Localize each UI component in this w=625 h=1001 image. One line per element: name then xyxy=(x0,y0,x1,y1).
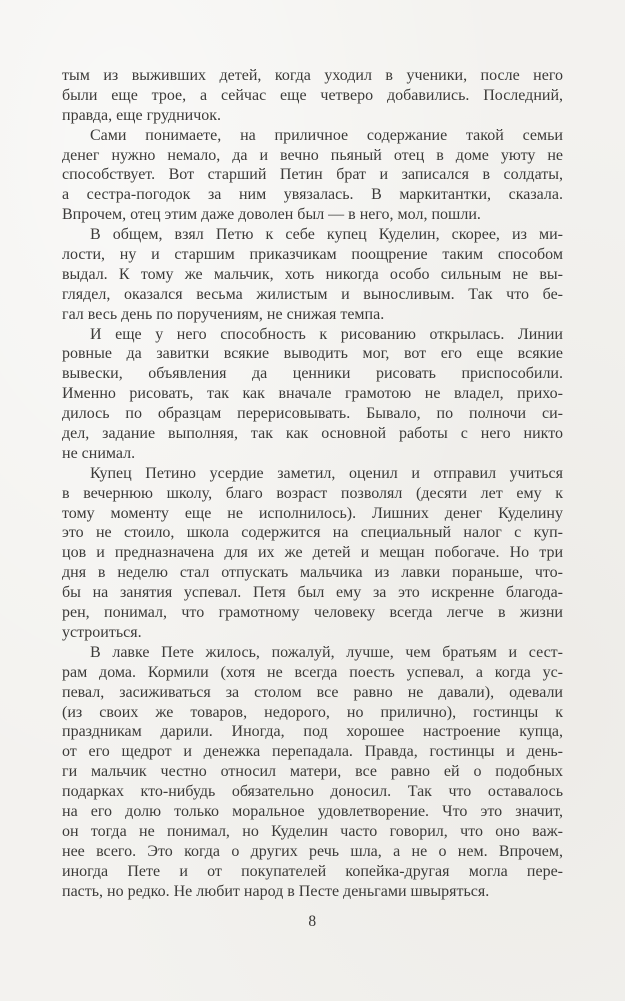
text-line: на его долю только моральное удовлетворение. Что это значит, xyxy=(62,802,563,820)
text-line: праздникам дарили. Иногда, под хорошее настроение купца, xyxy=(62,723,563,741)
text-line: нее всего. Это когда о других речь шла, а не о нем. Впрочем, xyxy=(62,842,563,860)
text-line: правда, еще грудничок. xyxy=(62,106,222,124)
text-line: Купец Петино усердие заметил, оценил и отправил учиться xyxy=(90,464,563,482)
text-line: ги мальчик честно относил матери, все равно ей о подобных xyxy=(62,763,563,781)
text-line: В лавке Пете жилось, пожалуй, лучше, чем братьям и сест- xyxy=(90,643,563,661)
text-line: И еще у него способность к рисованию открылась. Линии xyxy=(90,325,563,343)
text-line: дня в неделю стал отпускать мальчика из лавки пораньше, что- xyxy=(62,564,563,582)
text-line: (из своих же товаров, недорого, но прилично), гостинцы к xyxy=(62,703,563,721)
text-line: лости, ну и старшим приказчикам поощрение таким способом xyxy=(62,246,563,264)
text-line: В общем, взял Петю к себе купец Куделин, скорее, из ми- xyxy=(90,226,563,244)
text-line: денег нужно немало, да и вечно пьяный отец в доме уюту не xyxy=(62,146,563,164)
text-line: дел, задание выполняя, так как основной работы с него никто xyxy=(62,425,563,443)
text-line: способствует. Вот старший Петин брат и записался в солдаты, xyxy=(62,166,563,184)
page-text-block xyxy=(62,66,563,901)
text-line: в вечернюю школу, благо возраст позволял (десяти лет ему к xyxy=(62,484,563,502)
text-line: бы на занятия успевал. Петя был ему за это искренне благода- xyxy=(62,584,563,602)
text-line: он тогда не понимал, но Куделин часто говорил, что оно важ- xyxy=(62,822,563,840)
text-line: рам дома. Кормили (хотя не всегда поесть успевал, а когда ус- xyxy=(62,663,563,681)
text-line: Впрочем, отец этим даже доволен был — в него, мол, пошли. xyxy=(62,206,481,224)
text-line: тым из выживших детей, когда уходил в ученики, после него xyxy=(62,67,563,84)
text-line: цов и предназначена для их же детей и мещан побогаче. Но три xyxy=(62,544,563,562)
text-line: были еще трое, а сейчас еще четверо добавились. Последний, xyxy=(62,86,563,104)
text-line: от его щедрот и денежка перепадала. Правда, гостинцы и день- xyxy=(62,743,563,761)
text-line: Сами понимаете, на приличное содержание такой семьи xyxy=(90,126,563,144)
text-line: тому моменту еще не исполнилось). Лишних денег Куделину xyxy=(62,504,563,522)
text-line: пасть, но редко. Не любит народ в Песте деньгами швыряться. xyxy=(62,882,490,900)
text-line: подарках кто-нибудь обязательно доносил. Так что оставалось xyxy=(62,783,563,801)
page-number: 8 xyxy=(308,913,317,931)
text-line: иногда Пете и от покупателей копейка-другая могла пере- xyxy=(62,862,563,880)
text-line: Именно рисовать, так как вначале грамотою не владел, прихо- xyxy=(62,385,563,403)
text-line: а сестра-погодок за ним увязалась. В маркитантки, сказала. xyxy=(62,186,563,204)
text-line: выдал. К тому же мальчик, хоть никогда особо сильным не вы- xyxy=(62,265,563,283)
text-line: это не стоило, школа содержится на специальный налог с куп- xyxy=(62,524,563,542)
text-line: ровные да завитки всякие выводить мог, вот его еще всякие xyxy=(62,345,563,363)
text-line: рен, понимал, что грамотному человеку всегда легче в жизни xyxy=(62,604,563,622)
text-line: певал, засиживаться за столом все равно не давали), одевали xyxy=(62,683,563,701)
text-line: устроиться. xyxy=(62,623,142,641)
text-line: дилось по образцам перерисовывать. Бывало, по полночи си- xyxy=(62,405,563,423)
text-line: вывески, объявления да ценники рисовать приспособили. xyxy=(62,365,563,383)
text-line: глядел, оказался весьма жилистым и выносливым. Так что бе- xyxy=(62,285,563,303)
text-line: не снимал. xyxy=(62,444,136,462)
text-line: гал весь день по поручениям, не снижая темпа. xyxy=(62,305,385,323)
